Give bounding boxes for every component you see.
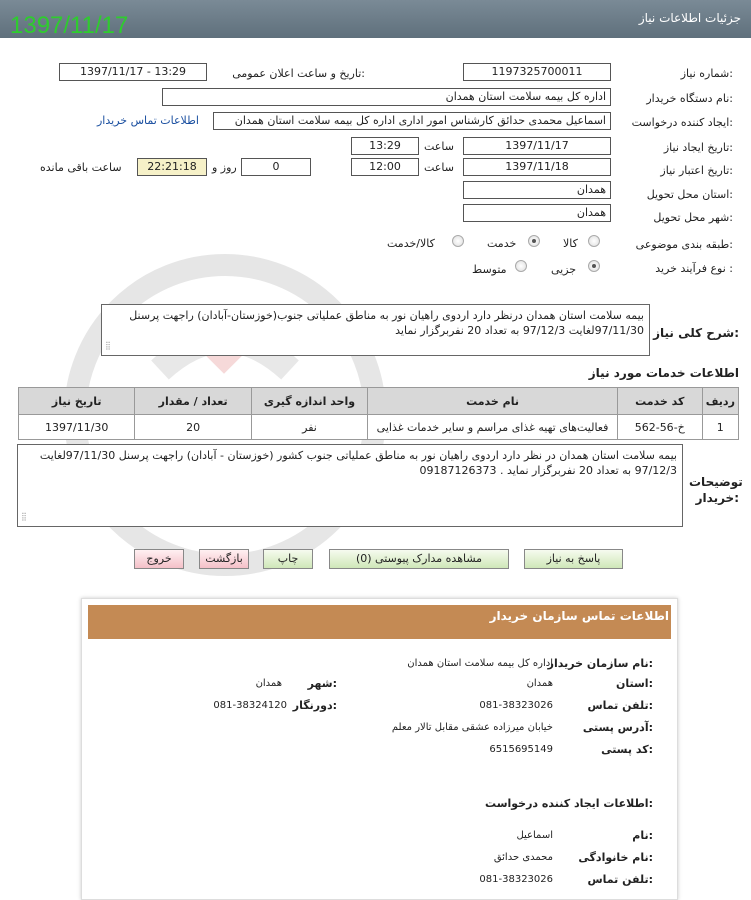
col-row: ردیف	[702, 388, 738, 415]
table-row[interactable]	[19, 415, 739, 440]
cell-qty: 20	[135, 415, 251, 440]
postal-label: کد پستی:	[601, 743, 653, 756]
resize-grip-icon[interactable]: ⣿	[105, 341, 111, 350]
radio-minor-label: جزیی	[551, 263, 577, 276]
radio-goods-service[interactable]	[452, 235, 464, 247]
city-field[interactable]: همدان	[463, 204, 611, 222]
attachments-button[interactable]: مشاهده مدارک پیوستی (0)	[329, 549, 509, 569]
creator-field[interactable]: اسماعیل محمدی حدائق کارشناس امور اداری اداره کل بیمه سلامت استان همدان	[213, 112, 611, 130]
radio-service[interactable]	[528, 235, 540, 247]
cell-code: خ-56-562	[617, 415, 702, 440]
city-label: شهر محل تحویل:	[653, 211, 733, 224]
fax-label: دورنگار:	[292, 699, 337, 712]
radio-minor[interactable]	[588, 260, 600, 272]
province-label-card: استان:	[615, 677, 653, 690]
announce-label: تاریخ و ساعت اعلان عمومی:	[232, 67, 365, 80]
created-time-field[interactable]: 13:29	[351, 137, 419, 155]
first-name-label: نام:	[632, 829, 653, 842]
buyer-notes-textarea[interactable]	[17, 444, 683, 527]
phone-value: 081-38323026	[479, 700, 553, 711]
phone-label: تلفن تماس:	[587, 699, 653, 712]
category-label: طبقه بندی موضوعی:	[635, 238, 733, 251]
contact-card	[81, 598, 678, 900]
buyer-notes-text: بیمه سلامت استان همدان در نظر دارد اردوی راهیان نور به مناطق عملیاتی جنوب کشور (خوزستان - آبادان) راجهت پرسنل 97/11/30لغایت 97/12/3 به تعداد 20 نفربرگزار نماید . 09187126373	[39, 449, 677, 477]
radio-goods[interactable]	[588, 235, 600, 247]
creator-phone-value: 081-38323026	[479, 874, 553, 885]
exit-button[interactable]: خروج	[134, 549, 184, 569]
radio-service-label: خدمت	[487, 237, 517, 250]
need-number-field[interactable]: 1197325700011	[463, 63, 611, 81]
province-field[interactable]: همدان	[463, 181, 611, 199]
reply-button[interactable]: پاسخ به نیاز	[524, 549, 623, 569]
radio-medium-label: متوسط	[472, 263, 507, 276]
radio-goods-service-label: کالا/خدمت	[387, 237, 435, 250]
need-number-label: شماره نیاز:	[680, 67, 733, 80]
col-qty: تعداد / مقدار	[135, 388, 251, 415]
buyer-contact-link[interactable]: اطلاعات تماس خریدار	[97, 114, 199, 127]
postal-value: 6515695149	[489, 744, 553, 755]
creator-label: ایجاد کننده درخواست:	[631, 116, 733, 129]
created-date-field[interactable]: 1397/11/17	[463, 137, 611, 155]
fax-value: 081-38324120	[213, 700, 287, 711]
col-name: نام خدمت	[368, 388, 618, 415]
buyer-org-label: نام دستگاه خریدار:	[646, 92, 733, 105]
radio-goods-label: کالا	[563, 237, 578, 250]
process-label: نوع فرآیند خرید :	[655, 262, 733, 275]
description-label: شرح کلی نیاز:	[653, 326, 739, 340]
buyer-org-field[interactable]: اداره کل بیمه سلامت استان همدان	[162, 88, 611, 106]
cell-unit: نفر	[251, 415, 367, 440]
address-value: خیابان میرزاده عشقی مقابل تالار معلم	[391, 722, 553, 733]
col-date: تاریخ نیاز	[19, 388, 135, 415]
days-label: روز و	[212, 161, 237, 174]
province-value-card: همدان	[526, 678, 553, 689]
contact-card-title: اطلاعات تماس سازمان خریدار	[489, 609, 669, 623]
table-header-row	[19, 388, 739, 415]
back-button[interactable]: بازگشت	[199, 549, 249, 569]
creator-info-title: اطلاعات ایجاد کننده درخواست:	[485, 797, 653, 810]
org-label: نام سازمان خریدار:	[547, 657, 653, 670]
cell-name: فعالیت‌های تهیه غذای مراسم و سایر خدمات غذایی	[368, 415, 618, 440]
description-textarea[interactable]	[101, 304, 650, 356]
services-table	[18, 387, 739, 440]
remaining-days-field[interactable]: 0	[241, 158, 311, 176]
creator-phone-label: تلفن تماس:	[587, 873, 653, 886]
col-unit: واحد اندازه گیری	[251, 388, 367, 415]
province-label: استان محل تحویل:	[646, 188, 733, 201]
last-name-value: محمدی حدائق	[493, 852, 553, 863]
city-label-card: شهر:	[307, 677, 337, 690]
org-value: اداره کل بیمه سلامت استان همدان	[407, 658, 553, 669]
remaining-label: ساعت باقی مانده	[40, 161, 122, 174]
col-code: کد خدمت	[617, 388, 702, 415]
resize-grip-icon[interactable]: ⣿	[21, 512, 27, 521]
remaining-time-field[interactable]: 22:21:18	[137, 158, 207, 176]
buyer-notes-label: توضیحات خریدار:	[689, 475, 743, 505]
validity-time-label: ساعت	[424, 161, 454, 174]
city-value-card: همدان	[255, 678, 282, 689]
announce-field[interactable]: 1397/11/17 - 13:29	[59, 63, 207, 81]
validity-date-field[interactable]: 1397/11/18	[463, 158, 611, 176]
created-date-label: تاریخ ایجاد نیاز:	[663, 141, 733, 154]
print-button[interactable]: چاپ	[263, 549, 313, 569]
description-text: بیمه سلامت استان همدان درنظر دارد اردوی راهیان نور به مناطق عملیاتی جنوب(خوزستان-آبادان) راجهت پرسنل 97/11/30لغایت 97/12/3 به تعداد 20 نفربرگزار نماید	[129, 309, 644, 337]
radio-medium[interactable]	[515, 260, 527, 272]
created-time-label: ساعت	[424, 140, 454, 153]
validity-time-field[interactable]: 12:00	[351, 158, 419, 176]
address-label: آدرس پستی:	[582, 721, 653, 734]
cell-date: 1397/11/30	[19, 415, 135, 440]
services-title: اطلاعات خدمات مورد نیاز	[588, 366, 739, 380]
last-name-label: نام خانوادگی:	[578, 851, 653, 864]
validity-label: تاریخ اعتبار نیاز:	[660, 164, 733, 177]
first-name-value: اسماعیل	[516, 830, 553, 841]
cell-row: 1	[702, 415, 738, 440]
page-title: جزئیات اطلاعات نیاز	[638, 11, 741, 25]
date-stamp: 1397/11/17	[10, 12, 129, 39]
